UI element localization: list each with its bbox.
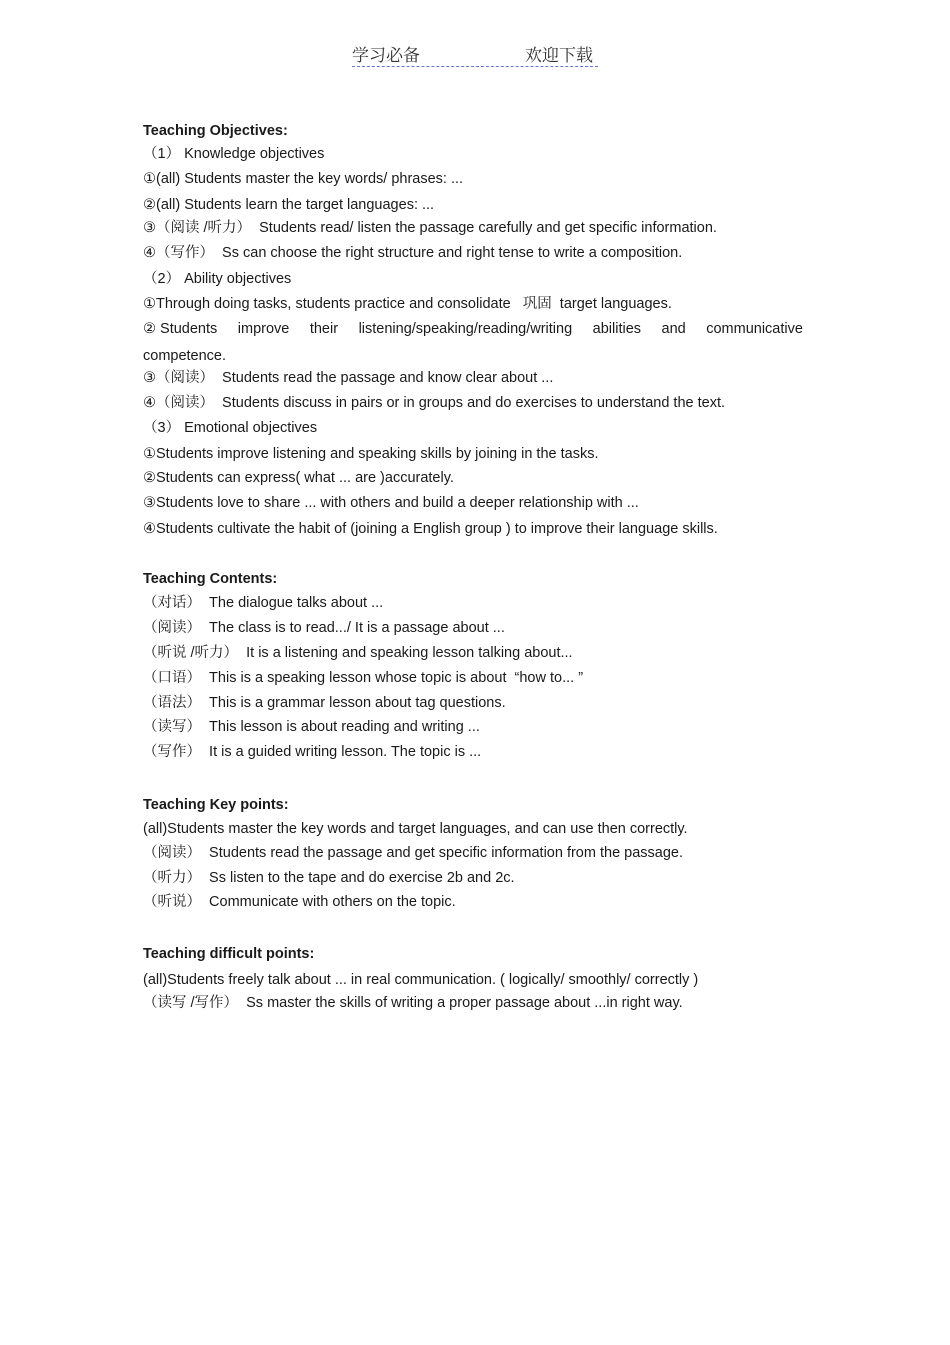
emotional-item-4: ④Students cultivate the habit of (joining a English group ) to improve their language skills. bbox=[143, 521, 718, 537]
difficult-points-heading: Teaching difficult points: bbox=[143, 946, 315, 962]
contents-heading: Teaching Contents: bbox=[143, 571, 278, 587]
contents-item-5: （语法） This is a grammar lesson about tag questions. bbox=[143, 695, 506, 711]
ability-item-2-word: abilities bbox=[592, 321, 642, 337]
emotional-item-3: ③Students love to share ... with others and build a deeper relationship with ... bbox=[143, 495, 639, 511]
knowledge-item-2: ②(all) Students learn the target languages: ... bbox=[143, 197, 435, 213]
ability-item-2-word: communicative bbox=[706, 321, 803, 337]
ability-objectives-title: （2） Ability objectives bbox=[143, 271, 292, 287]
difficult-points-item-2: （读写 /写作） Ss master the skills of writing a proper passage about ...in right way. bbox=[143, 995, 683, 1011]
contents-item-7: （写作） It is a guided writing lesson. The topic is ... bbox=[143, 744, 482, 760]
contents-item-6: （读写） This lesson is about reading and writing ... bbox=[143, 719, 480, 735]
ability-item-2 bbox=[143, 320, 803, 338]
contents-item-2: （阅读） The class is to read.../ It is a passage about ... bbox=[143, 620, 505, 636]
knowledge-item-1: ①(all) Students master the key words/ phrases: ... bbox=[143, 171, 464, 187]
page-header bbox=[352, 40, 598, 67]
ability-item-2-word: listening/speaking/reading/writing bbox=[358, 321, 573, 337]
knowledge-item-4: ④（写作） Ss can choose the right structure and right tense to write a composition. bbox=[143, 245, 683, 261]
ability-item-2-word: ② Students bbox=[143, 321, 218, 337]
contents-item-4: （口语） This is a speaking lesson whose topic is about “how to... ” bbox=[143, 670, 584, 686]
difficult-points-item-1: (all)Students freely talk about ... in real communication. ( logically/ smoothly/ correctly ) bbox=[143, 972, 699, 988]
key-points-item-2: （阅读） Students read the passage and get specific information from the passage. bbox=[143, 845, 684, 861]
ability-item-2-word: and bbox=[661, 321, 686, 337]
emotional-item-1: ①Students improve listening and speaking skills by joining in the tasks. bbox=[143, 446, 599, 462]
header-left-text: 学习必备 bbox=[352, 46, 420, 66]
ability-item-2-continued: competence. bbox=[143, 348, 227, 364]
key-points-item-4: （听说） Communicate with others on the topic. bbox=[143, 894, 456, 910]
knowledge-item-3: ③（阅读 /听力） Students read/ listen the passage carefully and get specific information. bbox=[143, 220, 717, 236]
header-right-text: 欢迎下载 bbox=[525, 46, 593, 66]
key-points-heading: Teaching Key points: bbox=[143, 797, 289, 813]
emotional-objectives-title: （3） Emotional objectives bbox=[143, 420, 318, 436]
emotional-item-2: ②Students can express( what ... are )accurately. bbox=[143, 470, 454, 486]
ability-item-4: ④（阅读） Students discuss in pairs or in groups and do exercises to understand the text. bbox=[143, 395, 726, 411]
ability-item-2-word: improve bbox=[237, 321, 290, 337]
ability-item-3: ③（阅读） Students read the passage and know clear about ... bbox=[143, 370, 554, 386]
ability-item-1: ①Through doing tasks, students practice and consolidate 巩固 target languages. bbox=[143, 296, 672, 312]
ability-item-2-word: their bbox=[309, 321, 339, 337]
knowledge-objectives-title: （1） Knowledge objectives bbox=[143, 146, 325, 162]
contents-item-1: （对话） The dialogue talks about ... bbox=[143, 595, 384, 611]
key-points-item-1: (all)Students master the key words and target languages, and can use then correctly. bbox=[143, 821, 688, 837]
objectives-heading: Teaching Objectives: bbox=[143, 123, 288, 139]
key-points-item-3: （听力） Ss listen to the tape and do exercise 2b and 2c. bbox=[143, 870, 515, 886]
contents-item-3: （听说 /听力） It is a listening and speaking lesson talking about... bbox=[143, 645, 573, 661]
